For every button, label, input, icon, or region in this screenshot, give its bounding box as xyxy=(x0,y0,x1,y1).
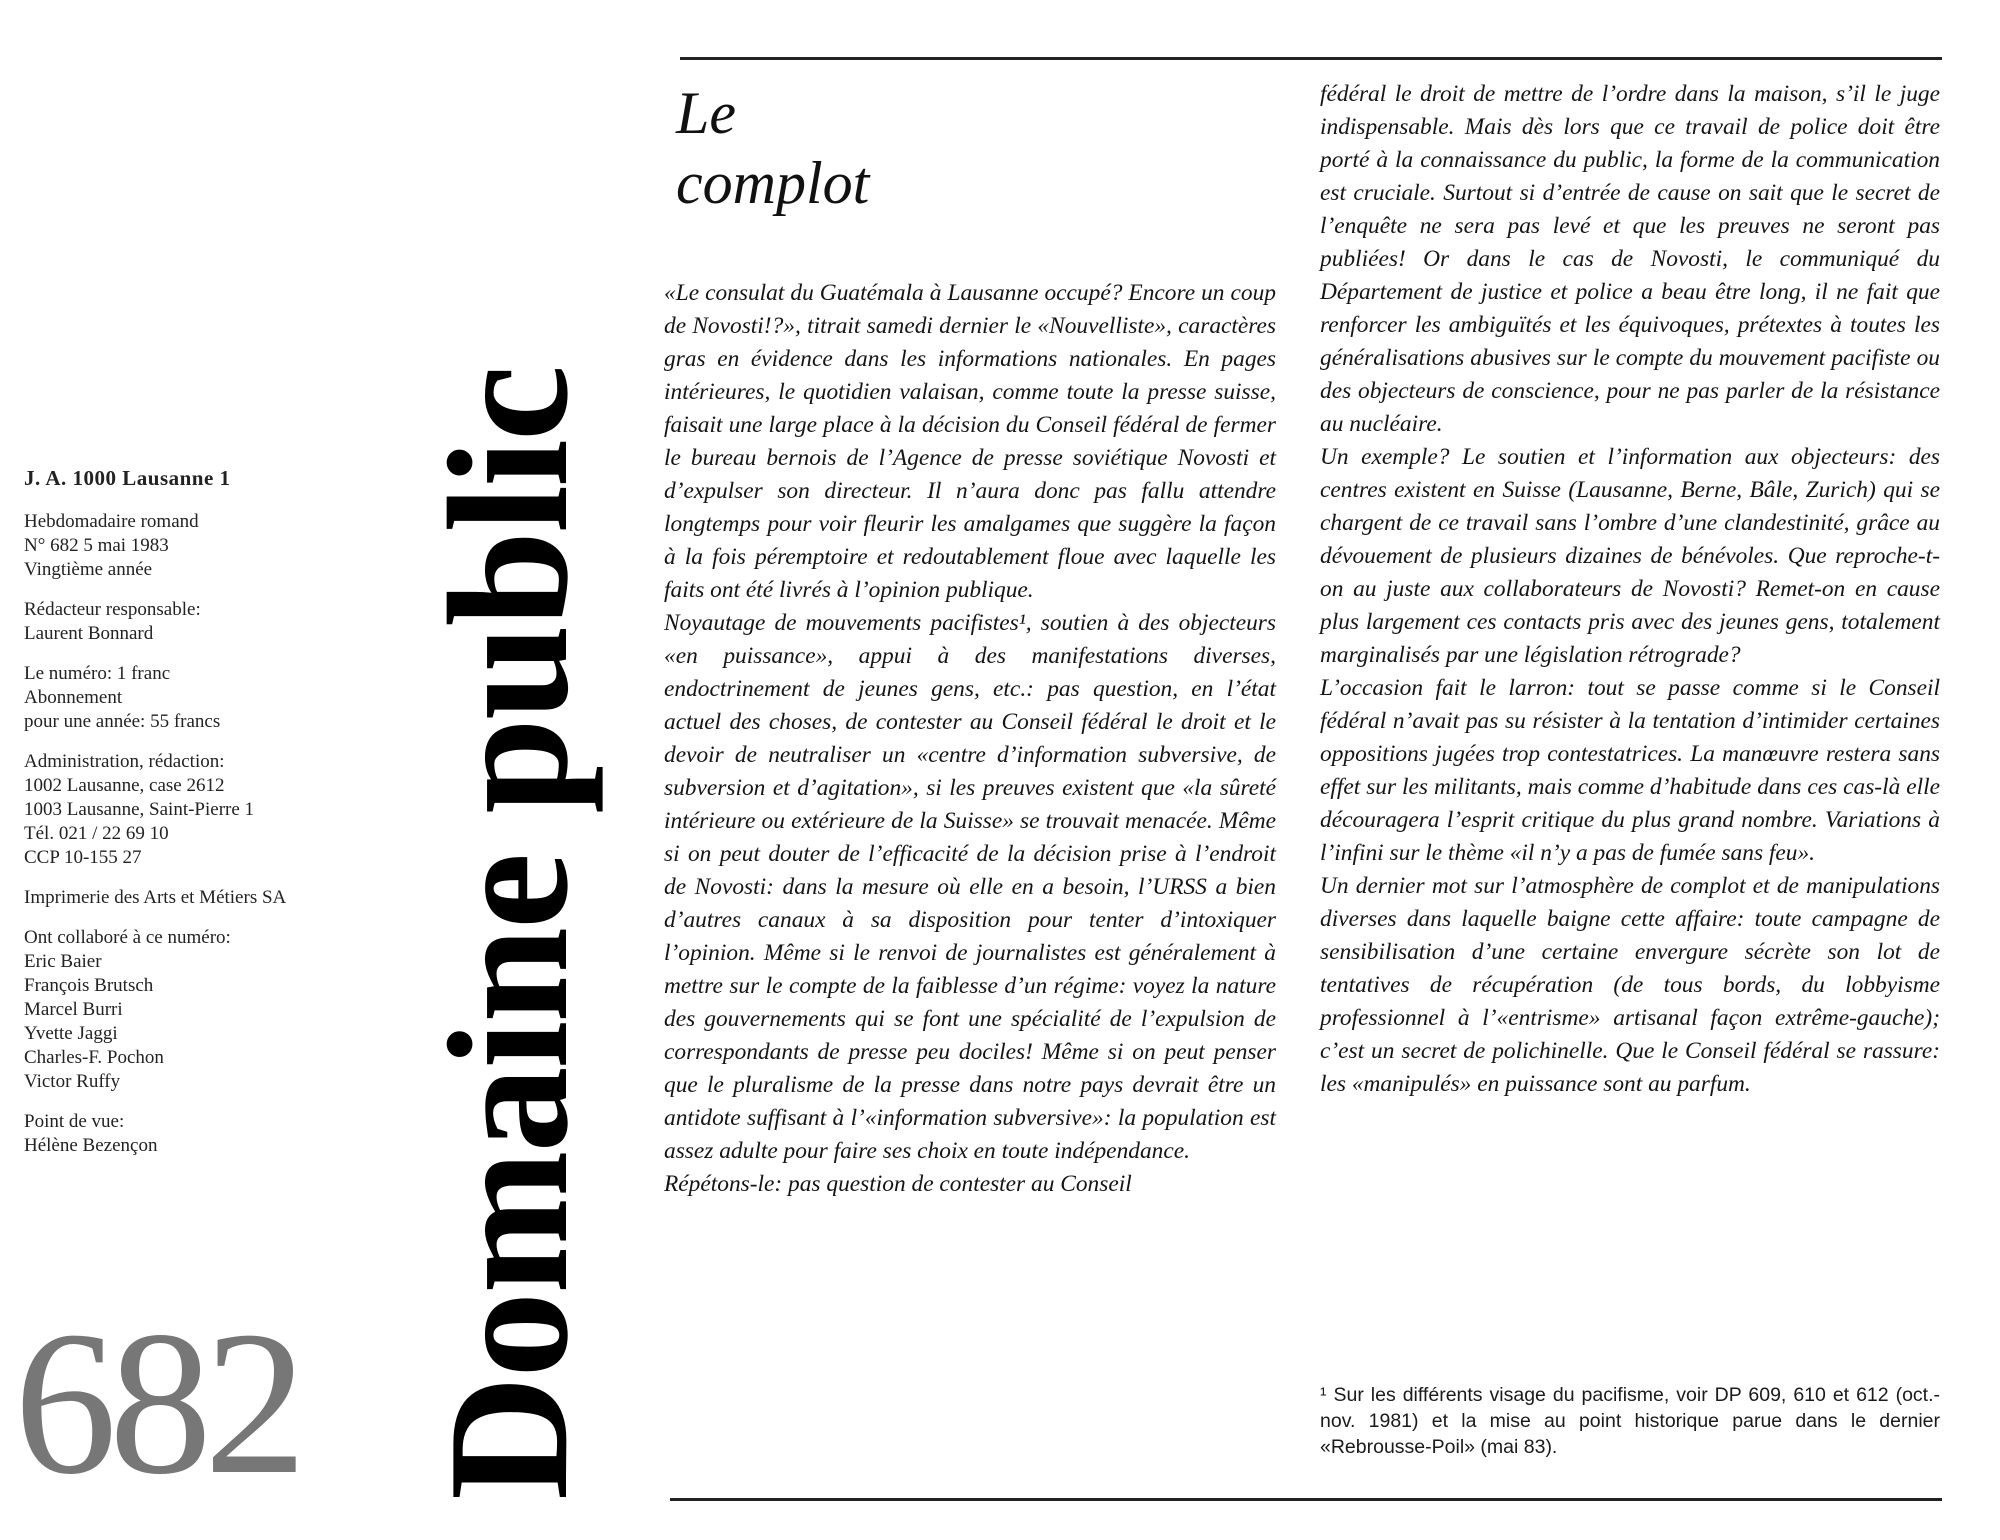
publication-info xyxy=(24,466,384,1174)
paragraph: Un dernier mot sur l’atmosphère de complot et de manipulations diverses dans laquelle baigne cette affaire: toute campagne de sensibilisation d’une certaine envergure sécrète son lot de tentatives de récupération (de tous bords, du lobbyisme professionnel à l’«entrisme» artisanal façon extrême-gauche); c’est un secret de polichinelle. Que le Conseil fédéral se rassure: les «manipulés» en puissance sont au parfum. xyxy=(1320,873,1940,1097)
article-heading xyxy=(676,78,1276,218)
publication-block xyxy=(24,510,384,582)
paragraph: «Le consulat du Guatémala à Lausanne occupé? Encore un coup de Novosti!?», titrait samedi dernier le «Nouvelliste», caractères gras en évidence dans les informations nationales. En pages intérieures, le quotidien valaisan, comme toute la presse suisse, faisait une large place à la décision du Conseil fédéral de fermer le bureau bernois de l’Agence de presse soviétique Novosti et d’expulser son directeur. Il n’aura donc pas fallu attendre longtemps pour voir fleurir les amalgames que suggère la façon à la fois péremptoire et redoutablement floue avec laquelle les faits ont été livrés à l’opinion publique. xyxy=(664,280,1276,603)
issue-number: 682 xyxy=(14,1288,299,1517)
info-line: Rédacteur responsable: xyxy=(24,599,201,620)
info-line: Laurent Bonnard xyxy=(24,623,154,644)
article-column-2 xyxy=(1320,78,1940,1101)
info-line: Vingtième année xyxy=(24,559,153,580)
info-line: N° 682 5 mai 1983 xyxy=(24,535,169,556)
bottom-rule xyxy=(670,1498,1942,1501)
paragraph: Noyautage de mouvements pacifistes¹, soutien à des objecteurs «en puissance», appui à des manifestations diverses, endoctrinement de jeunes gens, etc.: pas question, en l’état actuel des choses, de contester au Conseil fédéral le droit et le devoir de neutraliser un «centre d’information subversive, de subversion et d’agitation», si les preuves existent que «la sûreté intérieure ou extérieure de la Suisse» se trouvait menacée. Même si on peut douter de l’efficacité de la décision prise à l’endroit de Novosti: dans la mesure où elle en a besoin, l’URSS a bien d’autres canaux à sa disposition pour tenter d’intoxiquer l’opinion. Même si le renvoi de journalistes est généralement à mettre sur le compte de la faiblesse d’un régime: voyez la nature des gouvernements qui se font une spécialité de l’expulsion de correspondants de presse peu dociles! Même si on peut penser que le pluralisme de la presse dans notre pays devrait être un antidote suffisant à l’«information subversive»: la population est assez adulte pour faire ses choix en toute indépendance. xyxy=(664,610,1276,1164)
contributors-block xyxy=(24,926,384,1094)
info-line: Abonnement xyxy=(24,687,123,708)
info-line: 1002 Lausanne, case 2612 xyxy=(24,775,225,796)
info-line: Eric Baier xyxy=(24,951,102,972)
paragraph: Répétons-le: pas question de contester au Conseil xyxy=(664,1171,1132,1197)
info-line: Administration, rédaction: xyxy=(24,751,225,772)
info-line: CCP 10-155 27 xyxy=(24,847,142,868)
info-line: Hebdomadaire romand xyxy=(24,511,199,532)
heading-line-2: complot xyxy=(676,150,870,216)
printer-block xyxy=(24,886,384,910)
viewpoint-block xyxy=(24,1110,384,1158)
paragraph: fédéral le droit de mettre de l’ordre dans la maison, s’il le juge indispensable. Mais dès lors que ce travail de police doit être porté à la connaissance du public, la forme de la communication est cruciale. Surtout si d’entrée de cause on sait que le secret de l’enquête ne sera pas levé et que les preuves ne seront pas publiées! Or dans le cas de Novosti, le communiqué du Département de justice et police a beau être long, il ne fait que renforcer les ambiguïtés et les équivoques, prétextes à toutes les généralisations abusives sur le compte du mouvement pacifiste ou des objecteurs de conscience, pour ne pas parler de la résistance au nucléaire. xyxy=(1320,81,1940,437)
info-line: Victor Ruffy xyxy=(24,1071,121,1092)
heading-line-1: Le xyxy=(676,80,736,146)
article-column-1 xyxy=(664,277,1276,1201)
info-line: Charles-F. Pochon xyxy=(24,1047,164,1068)
info-line: Point de vue: xyxy=(24,1111,125,1132)
editor-block xyxy=(24,598,384,646)
info-line: Ont collaboré à ce numéro: xyxy=(24,927,231,948)
info-line: Tél. 021 / 22 69 10 xyxy=(24,823,169,844)
info-line: Imprimerie des Arts et Métiers SA xyxy=(24,887,287,908)
paragraph: Un exemple? Le soutien et l’information aux objecteurs: des centres existent en Suisse (Lausanne, Berne, Bâle, Zurich) qui se chargent de ce travail sans l’ombre d’une clandestinité, grâce au dévouement de plusieurs dizaines de bénévoles. Que reproche-t-on au juste aux collaborateurs de Novosti? Remet-on en cause plus largement ces contacts pris avec des jeunes gens, totalement marginalisés par une législation rétrograde? xyxy=(1320,444,1940,668)
price-block xyxy=(24,662,384,734)
administration-block xyxy=(24,750,384,870)
newspaper-title: Domaine public xyxy=(414,366,604,1500)
top-rule xyxy=(680,57,1942,60)
info-line: Le numéro: 1 franc xyxy=(24,663,171,684)
ja-line: J. A. 1000 Lausanne 1 xyxy=(24,466,231,490)
info-line: 1003 Lausanne, Saint-Pierre 1 xyxy=(24,799,255,820)
info-line: François Brutsch xyxy=(24,975,154,996)
info-line: Marcel Burri xyxy=(24,999,123,1020)
info-line: Yvette Jaggi xyxy=(24,1023,118,1044)
footnote: ¹ Sur les différents visage du pacifisme, voir DP 609, 610 et 612 (oct.-nov. 1981) et la mise au point historique parue dans le dernier «Rebrousse-Poil» (mai 83). xyxy=(1320,1384,1940,1458)
info-line: pour une année: 55 francs xyxy=(24,711,221,732)
info-line: Hélène Bezençon xyxy=(24,1135,158,1156)
paragraph: L’occasion fait le larron: tout se passe comme si le Conseil fédéral n’avait pas su résister à la tentation d’intimider certaines oppositions jugées trop contestatrices. La manœuvre restera sans effet sur les militants, mais comme d’habitude dans ces cas-là elle découragera l’esprit critique du plus grand nombre. Variations à l’infini sur le thème «il n’y a pas de fumée sans feu». xyxy=(1320,675,1940,866)
